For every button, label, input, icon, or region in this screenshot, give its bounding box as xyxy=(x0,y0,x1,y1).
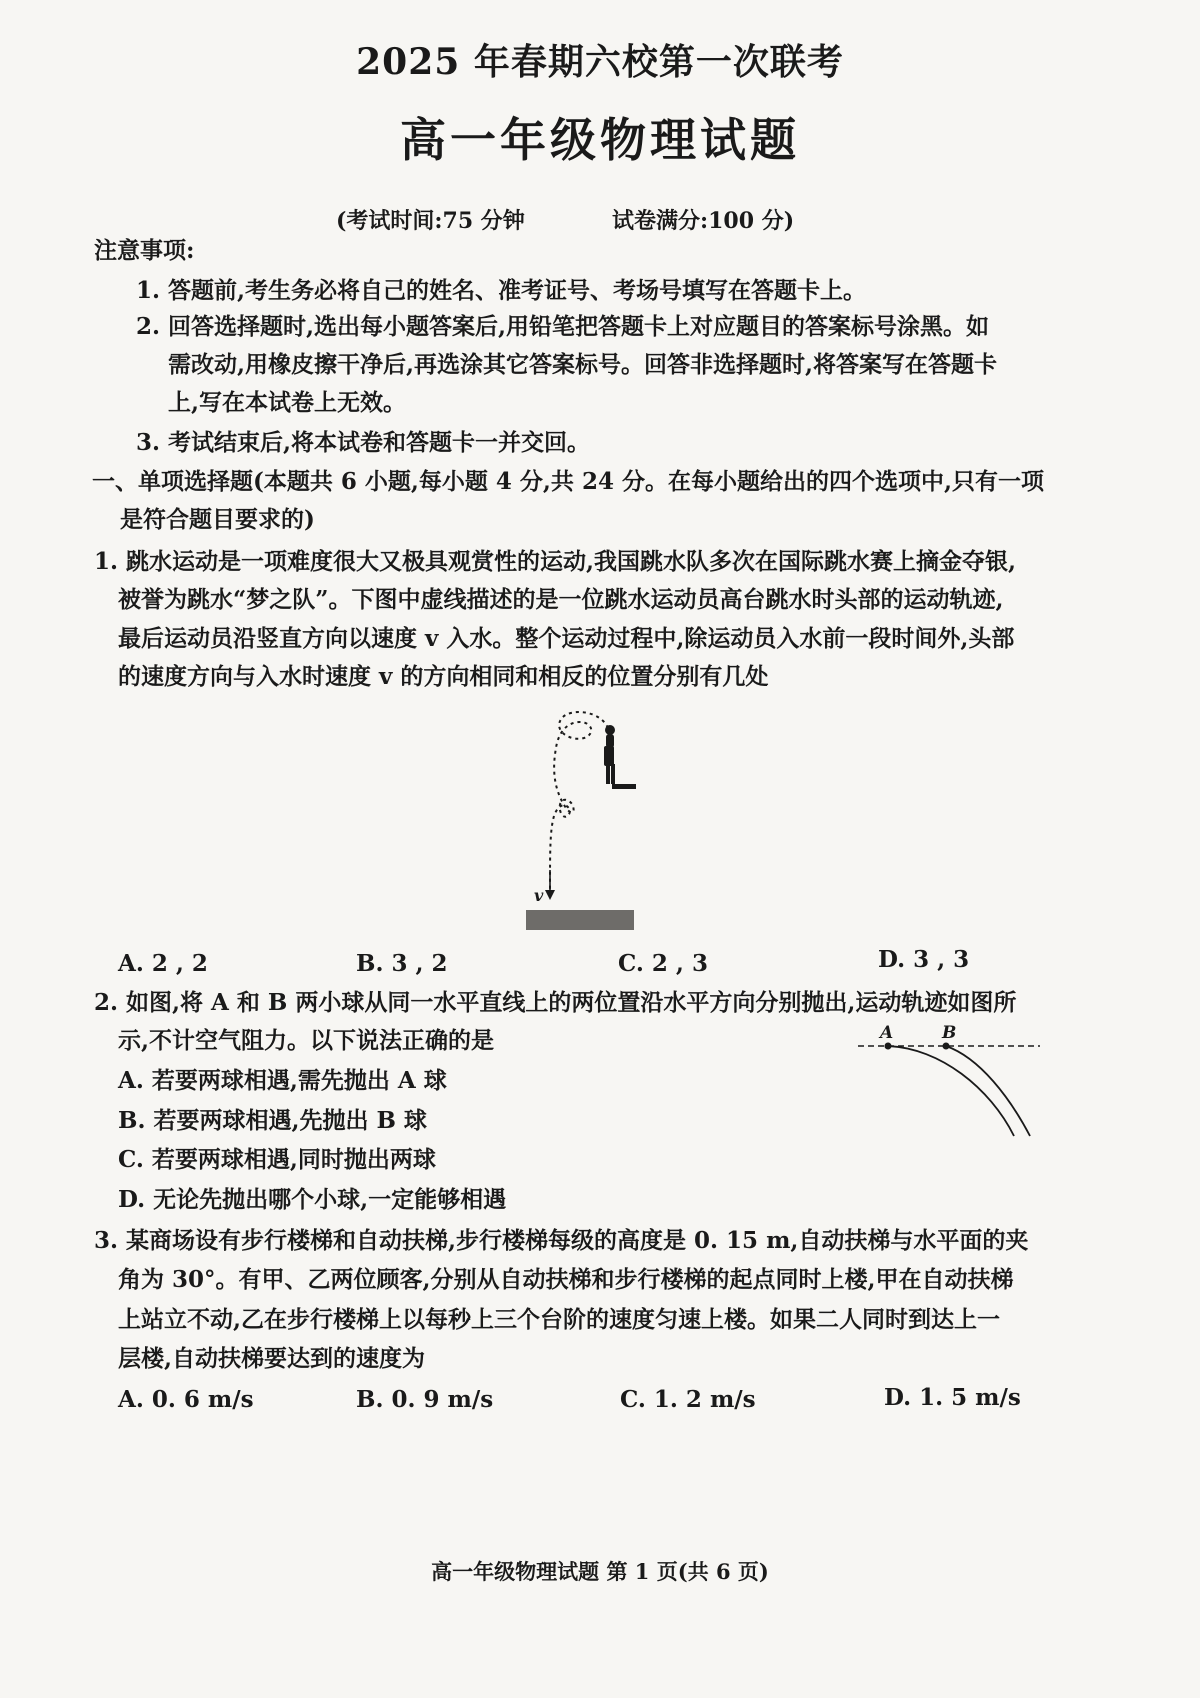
diving-platform xyxy=(612,784,636,789)
trajectory-b xyxy=(946,1046,1030,1136)
q3-line-1: 3. 某商场设有步行楼梯和自动扶梯,步行楼梯每级的高度是 0. 15 m,自动扶梯与水平面的夹 xyxy=(94,1227,1029,1254)
q1-option-b: B. 3 , 2 xyxy=(356,950,448,977)
q3-option-b: B. 0. 9 m/s xyxy=(356,1386,494,1413)
q1-option-a: A. 2 , 2 xyxy=(118,950,208,977)
q3-line-3: 上站立不动,乙在步行楼梯上以每秒上三个台阶的速度匀速上楼。如果二人同时到达上一 xyxy=(118,1306,1001,1333)
velocity-label: v xyxy=(534,886,544,905)
notice-heading: 注意事项: xyxy=(94,237,195,264)
q3-option-c: C. 1. 2 m/s xyxy=(620,1386,756,1413)
q2-option-b: B. 若要两球相遇,先抛出 B 球 xyxy=(118,1107,427,1134)
q1-line-2: 被誉为跳水“梦之队”。下图中虚线描述的是一位跳水运动员高台跳水时头部的运动轨迹, xyxy=(118,586,1004,613)
q2-line-1: 2. 如图,将 A 和 B 两小球从同一水平直线上的两位置沿水平方向分别抛出,运动轨迹如图所 xyxy=(94,989,1017,1016)
section-1-heading: 一、单项选择题(本题共 6 小题,每小题 4 分,共 24 分。在每小题给出的四个选项中,只有一项 xyxy=(92,468,1044,495)
full-score: 试卷满分:100 分) xyxy=(612,208,795,234)
subject-title: 高一年级物理试题 xyxy=(400,113,800,167)
q1-line-3: 最后运动员沿竖直方向以速度 v 入水。整个运动过程中,除运动员入水前一段时间外,头部 xyxy=(118,625,1015,652)
section-1-heading-cont: 是符合题目要求的) xyxy=(120,506,315,533)
projectile-figure xyxy=(850,1018,1050,1142)
page-footer: 高一年级物理试题 第 1 页(共 6 页) xyxy=(431,1559,769,1584)
q2-option-d: D. 无论先抛出哪个小球,一定能够相遇 xyxy=(118,1186,507,1213)
exam-time: (考试时间:75 分钟 xyxy=(336,208,525,234)
water-surface xyxy=(526,910,634,930)
q3-line-2: 角为 30°。有甲、乙两位顾客,分别从自动扶梯和步行楼梯的起点同时上楼,甲在自动扶梯 xyxy=(118,1266,1014,1293)
notice-item-2-line-2: 需改动,用橡皮擦干净后,再选涂其它答案标号。回答非选择题时,将答案写在答题卡 xyxy=(168,351,998,378)
trajectory-a xyxy=(888,1046,1014,1136)
trajectory-dashed-path xyxy=(550,712,608,890)
q2-option-a: A. 若要两球相遇,需先抛出 A 球 xyxy=(118,1067,447,1094)
q2-option-c: C. 若要两球相遇,同时抛出两球 xyxy=(118,1146,436,1173)
q1-option-c: C. 2 , 3 xyxy=(618,950,708,977)
q1-option-d: D. 3 , 3 xyxy=(878,946,970,973)
q1-line-4: 的速度方向与入水时速度 v 的方向相同和相反的位置分别有几处 xyxy=(118,663,769,690)
notice-item-1: 1. 答题前,考生务必将自己的姓名、准考证号、考场号填写在答题卡上。 xyxy=(136,277,867,304)
diver-trajectory-figure xyxy=(500,700,660,940)
notice-item-2-line-1: 2. 回答选择题时,选出每小题答案后,用铅笔把答题卡上对应题目的答案标号涂黑。如 xyxy=(136,313,990,340)
label-a: A xyxy=(880,1023,894,1043)
label-b: B xyxy=(942,1023,957,1043)
q1-line-1: 1. 跳水运动是一项难度很大又极具观赏性的运动,我国跳水队多次在国际跳水赛上摘金夺银, xyxy=(94,548,1017,575)
velocity-arrow-icon xyxy=(545,890,555,900)
q3-line-4: 层楼,自动扶梯要达到的速度为 xyxy=(118,1345,426,1372)
notice-item-2-line-3: 上,写在本试卷上无效。 xyxy=(168,389,407,416)
exam-title: 2025 年春期六校第一次联考 xyxy=(356,41,844,83)
q2-line-2: 示,不计空气阻力。以下说法正确的是 xyxy=(118,1027,495,1054)
q3-option-a: A. 0. 6 m/s xyxy=(118,1386,254,1413)
notice-item-3: 3. 考试结束后,将本试卷和答题卡一并交回。 xyxy=(136,429,591,456)
diver-icon xyxy=(604,725,615,784)
q3-option-d: D. 1. 5 m/s xyxy=(884,1384,1021,1411)
